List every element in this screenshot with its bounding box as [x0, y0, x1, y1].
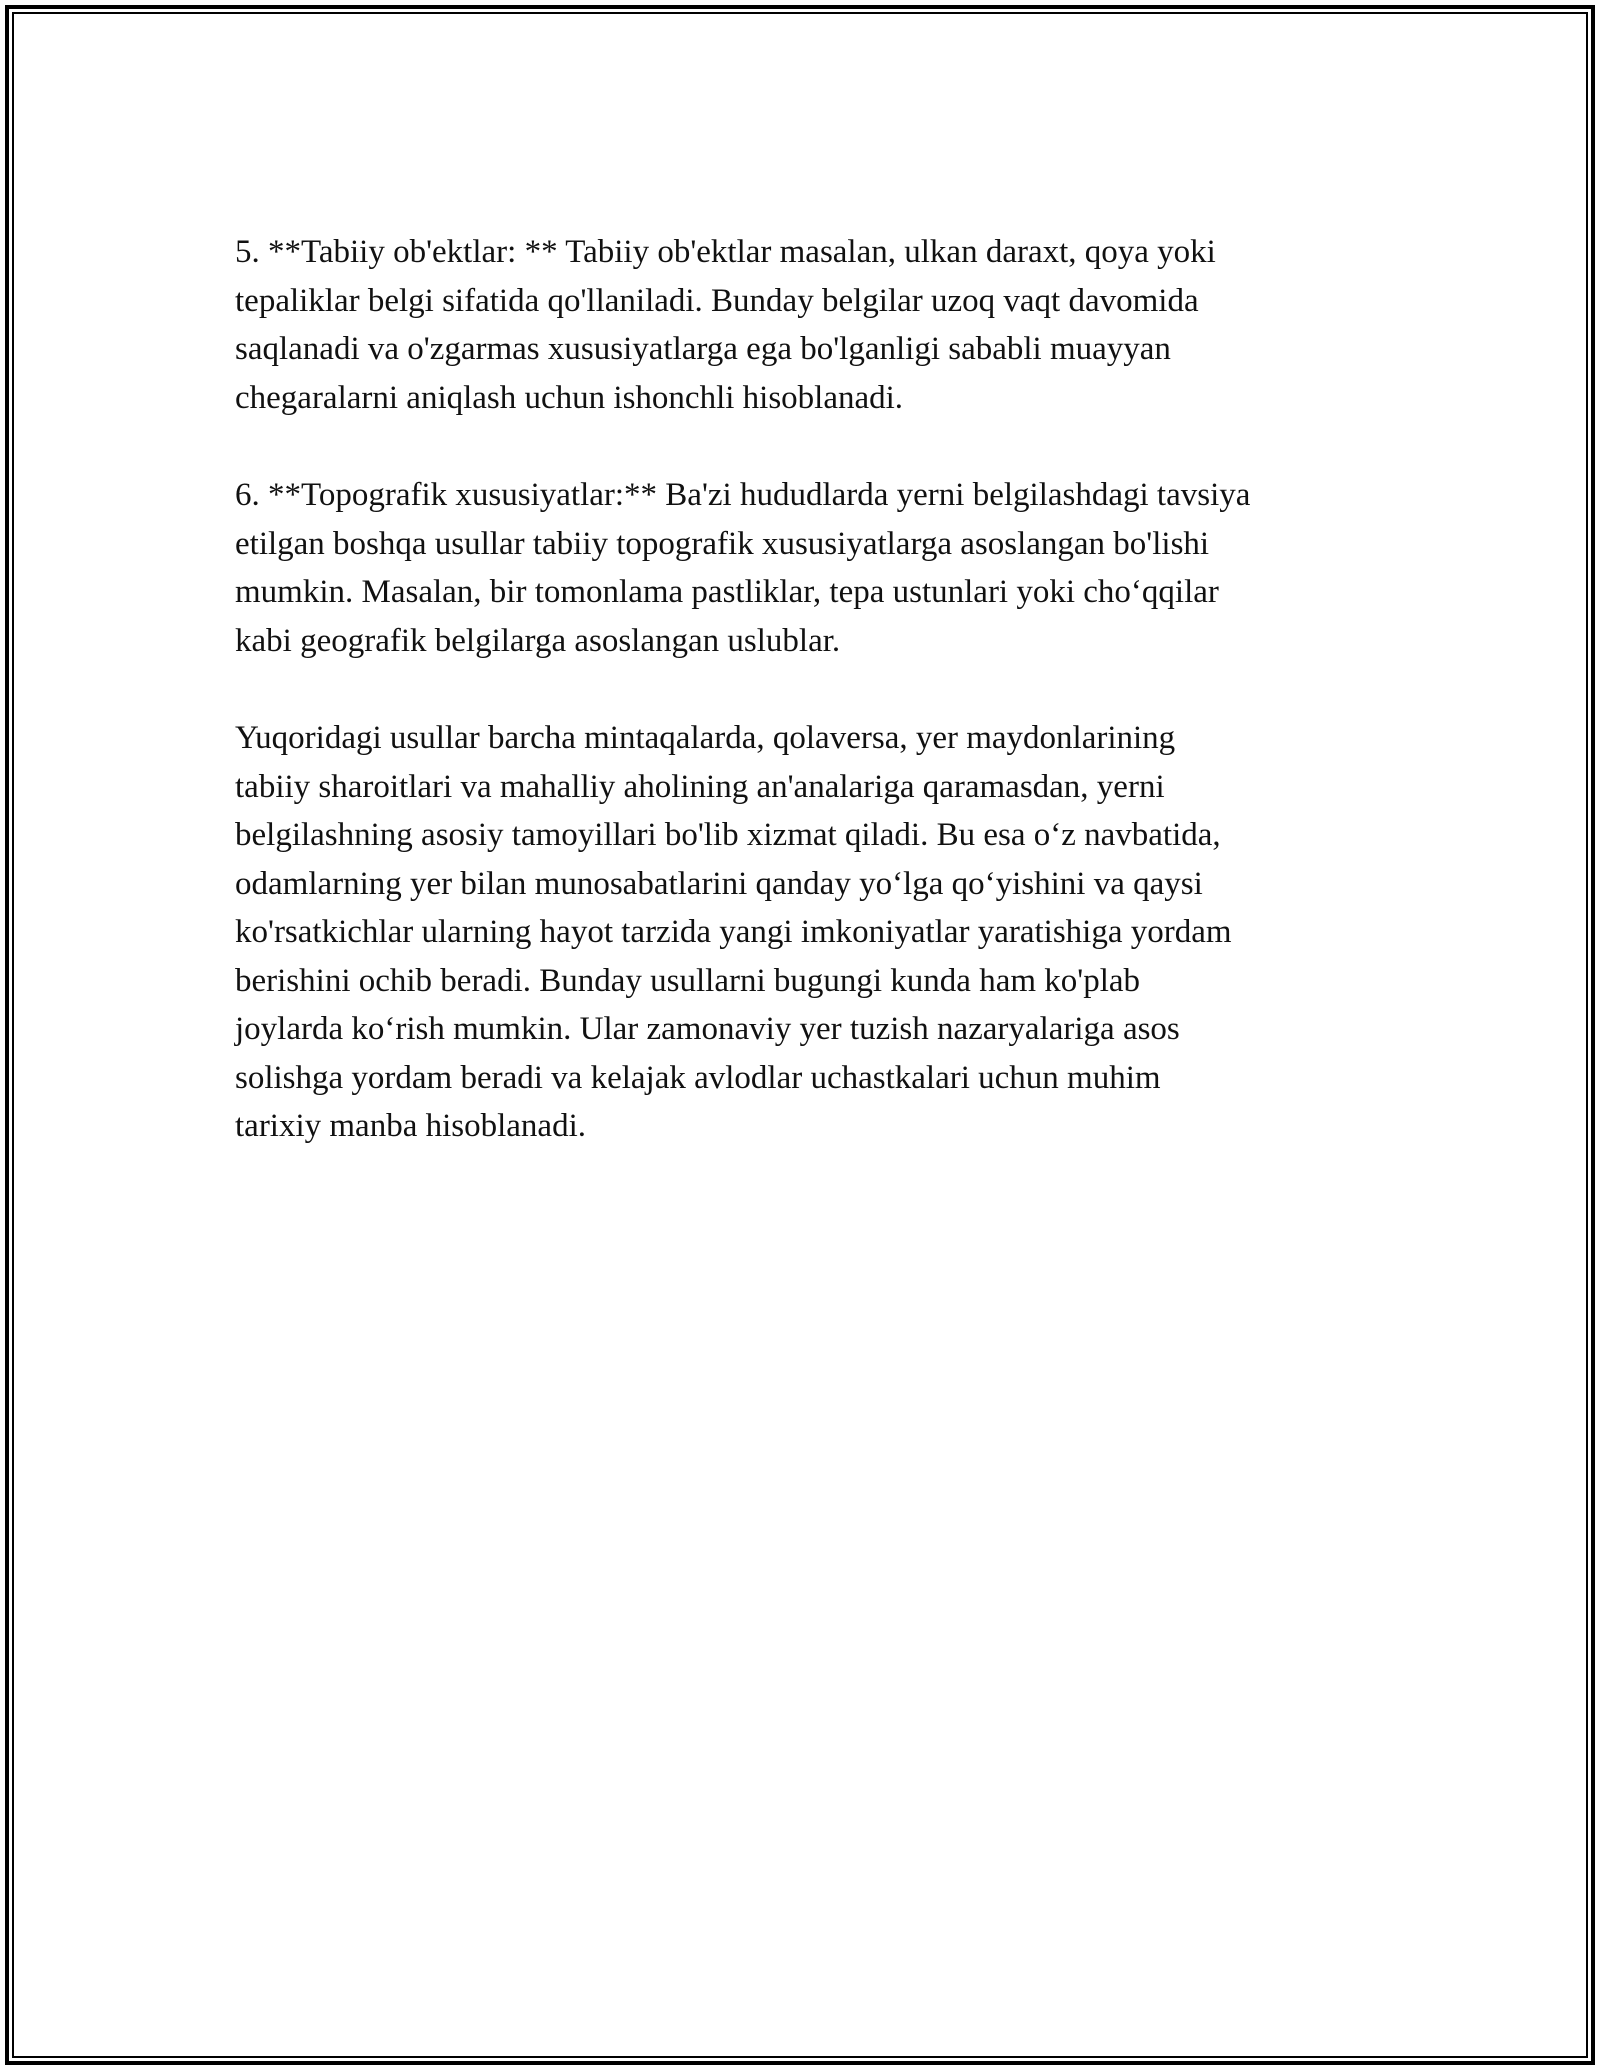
paragraph-natural-objects: 5. **Tabiiy ob'ektlar: ** Tabiiy ob'ektlar masalan, ulkan daraxt, qoya yoki tepaliklar belgi sifatida qo'llaniladi. Bunday belgilar uzoq vaqt davomida saqlanadi va o'zgarmas xususiyatlarga ega bo'lganligi sababli muayyan chegaralarni aniqlash uchun ishonchli hisoblanadi. [235, 234, 1216, 416]
paragraph-topographic-features: 6. **Topografik xususiyatlar:** Ba'zi hududlarda yerni belgilashdagi tavsiya etilgan boshqa usullar tabiiy topografik xususiyatlarga asoslangan bo'lishi mumkin. Masalan, bir tomonlama pastliklar, tepa ustunlari yoki cho‘qqilar kabi geografik belgilarga asoslangan uslublar. [235, 477, 1251, 659]
document-body [235, 228, 1395, 1200]
paragraph-conclusion: Yuqoridagi usullar barcha mintaqalarda, qolaversa, yer maydonlarining tabiiy sharoitlari va mahalliy aholining an'analariga qaramasdan, yerni belgilashning asosiy tamoyillari bo'lib xizmat qiladi. Bu esa o‘z navbatida, odamlarning yer bilan munosabatlarini qanday yo‘lga qo‘yishini va qaysi ko'rsatkichlar ularning hayot tarzida yangi imkoniyatlar yaratishiga yordam berishini ochib beradi. Bunday usullarni bugungi kunda ham ko'plab joylarda ko‘rish mumkin. Ular zamonaviy yer tuzish nazaryalariga asos solishga yordam beradi va kelajak avlodlar uchastkalari uchun muhim tarixiy manba hisoblanadi. [235, 720, 1232, 1144]
